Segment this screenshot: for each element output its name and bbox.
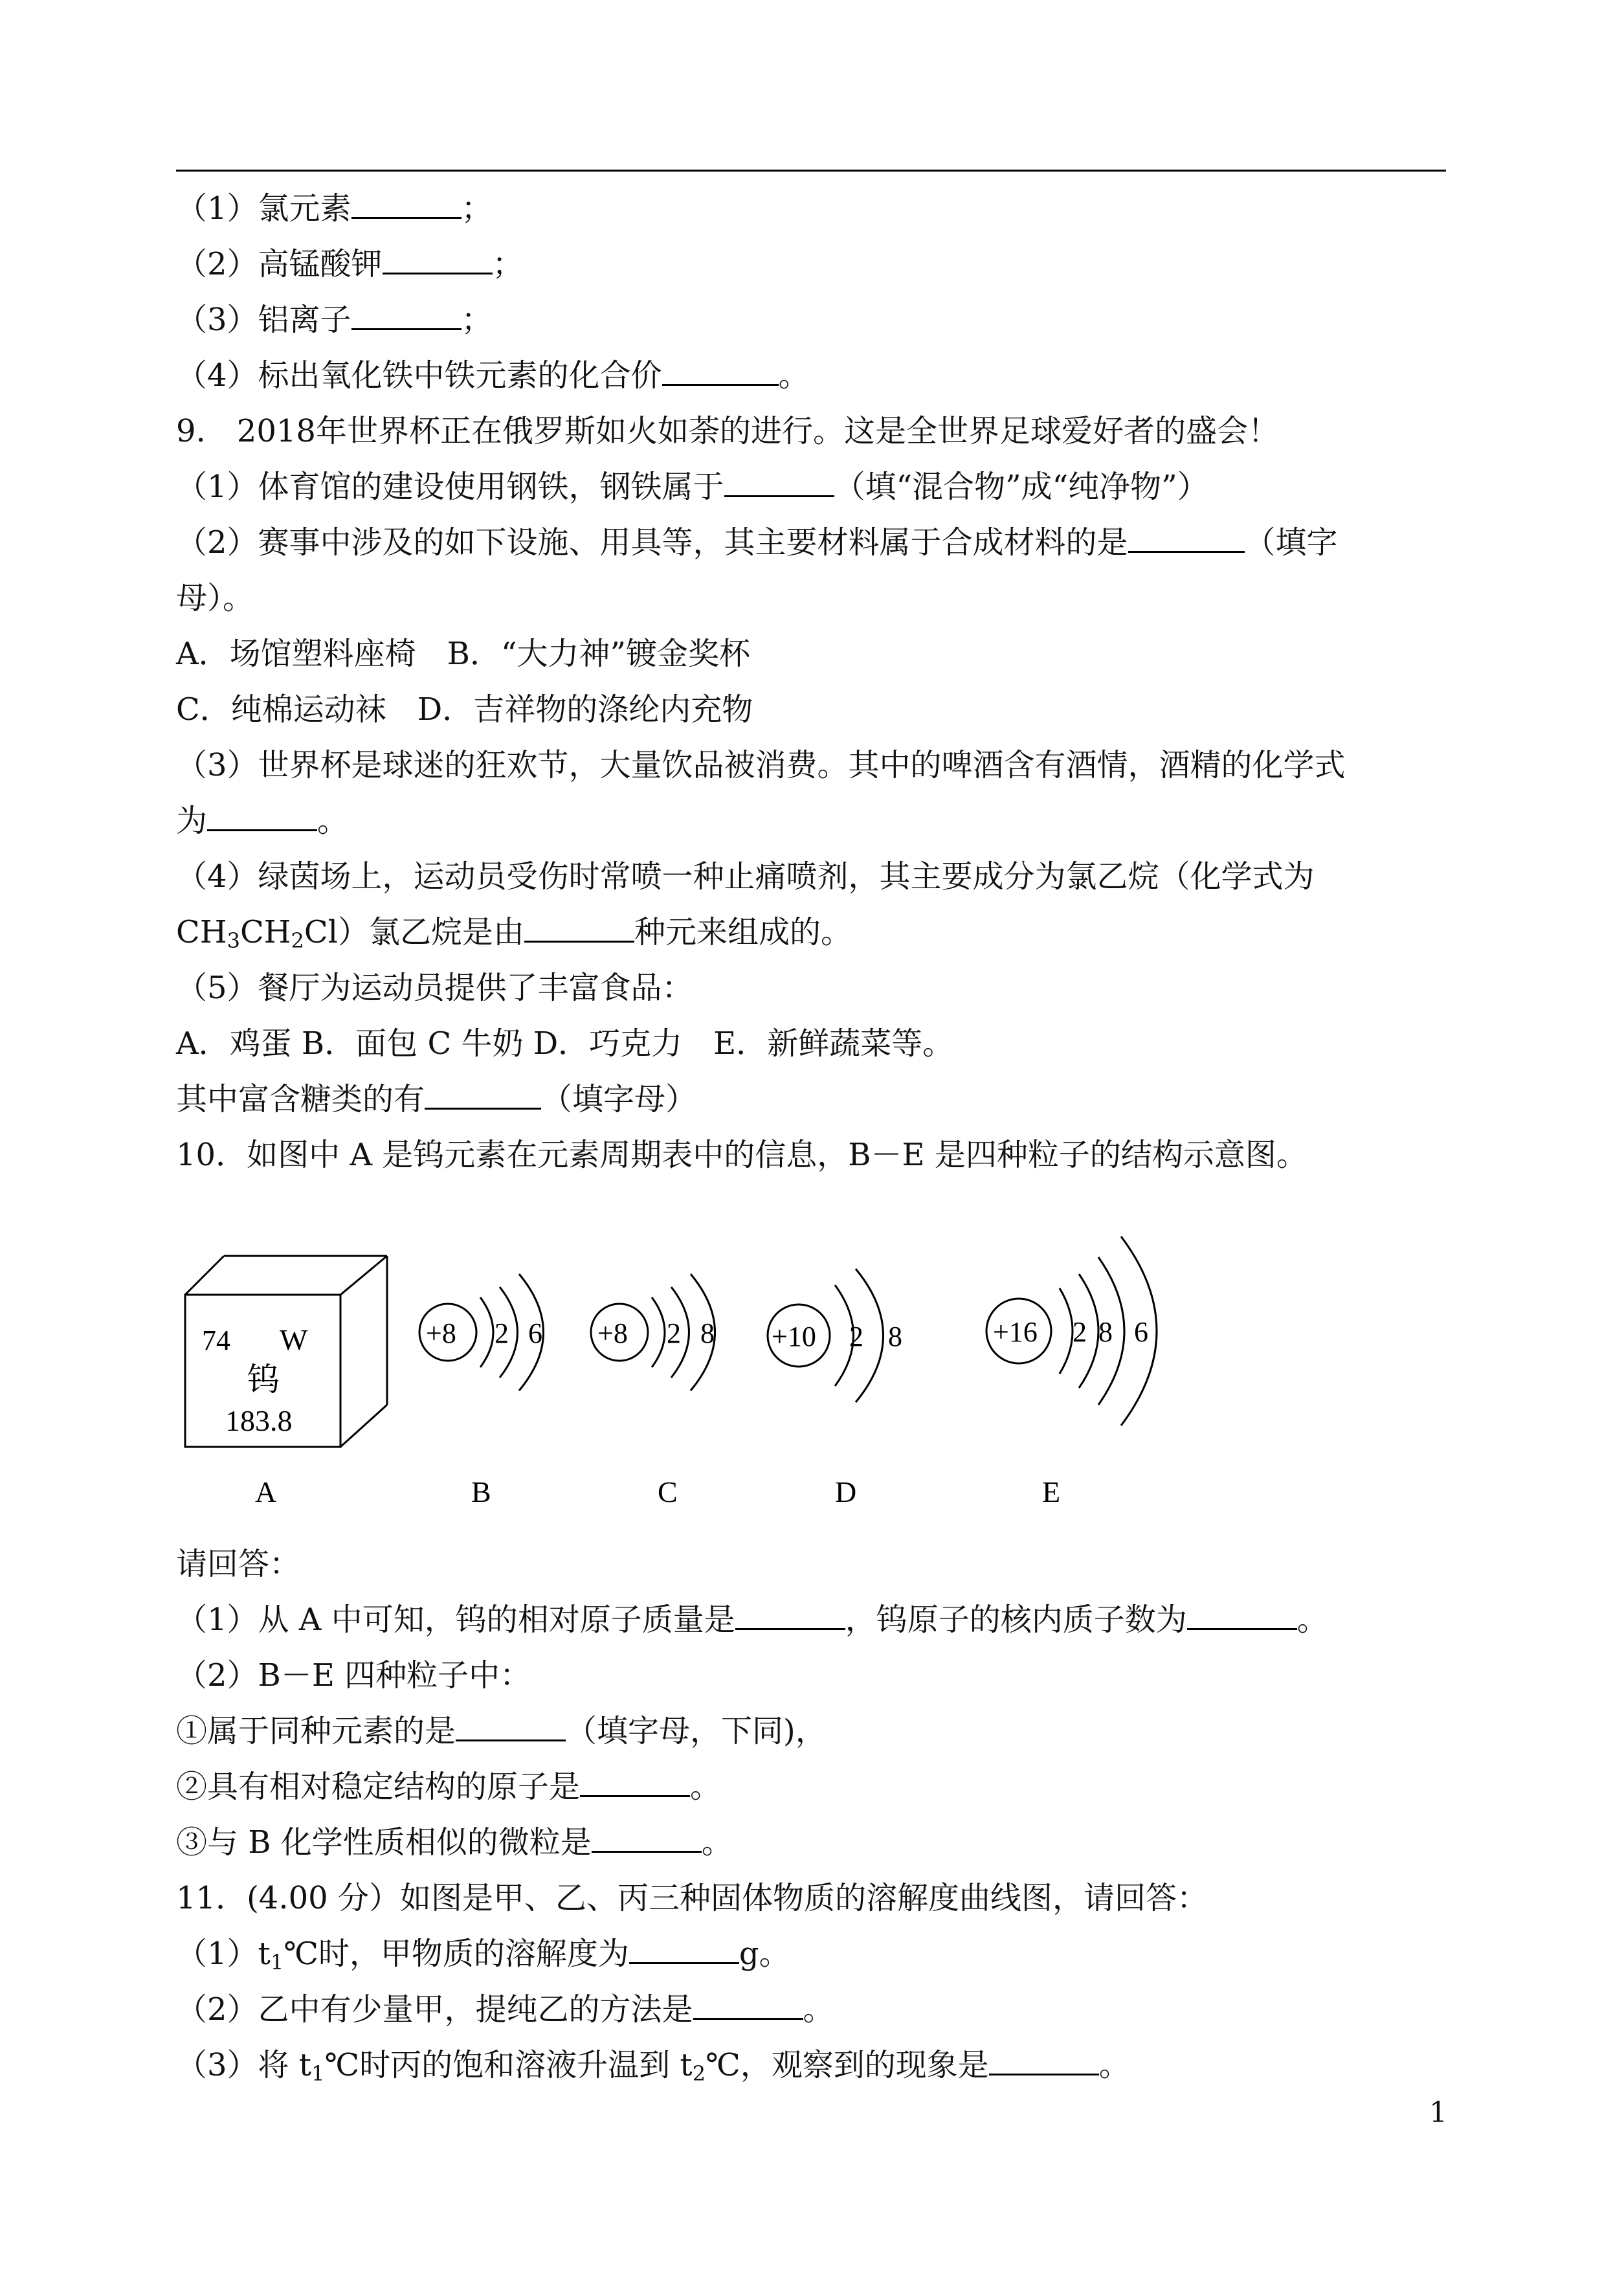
q8-item-4: （4）标出氧化铁中铁元素的化合价 。: [176, 357, 810, 394]
nucleus-charge: +16: [993, 1316, 1038, 1348]
q10-sub-3: ③与 B 化学性质相似的微粒是 。: [176, 1824, 733, 1861]
particle-c: [591, 1274, 715, 1391]
q9-part-2: （2）赛事中涉及的如下设施、用具等，其主要材料属于合成材料的是 （填字: [176, 524, 1338, 561]
answer-blank[interactable]: [662, 358, 779, 386]
shell-electrons: 2: [495, 1317, 509, 1349]
figure-label: B: [471, 1475, 491, 1508]
figure-label: C: [658, 1475, 678, 1508]
figure-label: E: [1042, 1475, 1061, 1508]
shell-electrons: 2: [667, 1317, 681, 1349]
particle-e: [986, 1236, 1157, 1426]
header-rule: [176, 170, 1446, 172]
element-symbol: W: [280, 1323, 308, 1356]
particle-d: [768, 1269, 902, 1402]
answer-blank[interactable]: [724, 469, 834, 497]
figure-label: D: [835, 1475, 857, 1508]
q9-part-4: （4）绿茵场上，运动员受伤时常喷一种止痛喷剂，其主要成分为氯乙烷（化学式为: [176, 858, 1315, 895]
q10-ask: 请回答：: [176, 1546, 301, 1582]
shell-electrons: 8: [1098, 1316, 1113, 1348]
q10-sub-1: ①属于同种元素的是 （填字母，下同)，: [176, 1713, 827, 1749]
answer-blank[interactable]: [735, 1602, 845, 1630]
q9-part-4-cont: $CH_3CH_2Cl$）氯乙烷是由 种元来组成的。: [176, 914, 852, 953]
q11-part-3: （3）将 $t_1℃$时丙的饱和溶液升温到 $t_2℃$，观察到的现象是 。: [176, 2047, 1130, 2086]
q10-part-1: （1）从 A 中可知，钨的相对原子质量是 ，钨原子的核内质子数为 。: [176, 1602, 1328, 1638]
nucleus-charge: +8: [597, 1317, 628, 1349]
shell-electrons: 2: [1073, 1316, 1087, 1348]
particle-b: [419, 1274, 544, 1391]
q10-sub-2: ②具有相对稳定结构的原子是 。: [176, 1769, 722, 1805]
answer-blank[interactable]: [629, 1936, 739, 1964]
nucleus-charge: +10: [772, 1321, 816, 1352]
answer-blank[interactable]: [383, 247, 493, 274]
shell-electrons: 8: [700, 1317, 715, 1349]
q8-item-3: （3）铝离子 ；: [176, 302, 493, 338]
shell-electrons: 2: [849, 1321, 863, 1352]
answer-blank[interactable]: [425, 1082, 541, 1110]
q9-part-3: （3）世界杯是球迷的狂欢节，大量饮品被消费。其中的啤酒含有酒情，酒精的化学式: [176, 747, 1346, 783]
answer-blank[interactable]: [351, 302, 462, 330]
answer-blank[interactable]: [524, 915, 634, 943]
q9-part-3-cont: 为 。: [176, 803, 349, 839]
q9-options-ab: A．场馆塑料座椅 B．“大力神”镀金奖杯: [176, 636, 751, 672]
answer-blank[interactable]: [580, 1769, 690, 1797]
shell-electrons: 8: [888, 1321, 902, 1352]
atomic-mass: 183.8: [225, 1404, 293, 1437]
answer-blank[interactable]: [207, 803, 317, 831]
atomic-number: 74: [202, 1325, 230, 1356]
answer-blank[interactable]: [1128, 525, 1245, 553]
answer-blank[interactable]: [989, 2048, 1099, 2075]
q9-part-5-options: A．鸡蛋 B．面包 C 牛奶 D．巧克力 E．新鲜蔬菜等。: [176, 1025, 954, 1062]
q10-stem: 10．如图中 A 是钨元素在元素周期表中的信息，B－E 是四种粒子的结构示意图。: [176, 1137, 1307, 1173]
q11-part-1: $(1)t_1℃$时，甲物质的溶解度为 g。: [176, 1936, 790, 1974]
page-number: 1: [1429, 2096, 1447, 2129]
q9-part-5-question: 其中富含糖类的有 （填字母）: [176, 1081, 697, 1117]
element-name: 钨: [247, 1361, 280, 1398]
q10-part-2: （2）B－E 四种粒子中：: [176, 1657, 531, 1694]
q11-part-2: （2）乙中有少量甲，提纯乙的方法是 。: [176, 1991, 834, 2028]
q9-options-cd: C．纯棉运动袜 D．吉祥物的涤纶内充物: [176, 691, 753, 728]
answer-blank[interactable]: [456, 1714, 566, 1741]
figure-label: A: [255, 1475, 277, 1508]
answer-blank[interactable]: [693, 1992, 803, 2020]
q9-part-5: （5）餐厅为运动员提供了丰富食品：: [176, 970, 693, 1006]
q11-stem: 11．(4.00 分）如图是甲、乙、丙三种固体物质的溶解度曲线图，请回答：: [176, 1880, 1208, 1916]
q9-part-1: （1）体育馆的建设使用钢铁，钢铁属于 （填“混合物”成“纯净物”）: [176, 469, 1208, 505]
q8-item-1: （1）氯元素 ；: [176, 190, 493, 227]
q9-stem: 9. 2018年世界杯正在俄罗斯如火如荼的进行。这是全世界足球爱好者的盛会！: [176, 413, 1279, 449]
atom-structure-figure: [176, 1217, 1225, 1528]
answer-blank[interactable]: [1187, 1602, 1297, 1630]
answer-blank[interactable]: [592, 1825, 702, 1853]
answer-blank[interactable]: [351, 191, 462, 219]
shell-electrons: 6: [1134, 1316, 1148, 1348]
nucleus-charge: +8: [426, 1317, 456, 1349]
q9-part-2-cont: 母）。: [176, 580, 254, 616]
shell-electrons: 6: [528, 1317, 542, 1349]
q8-item-2: （2）高锰酸钾 ；: [176, 246, 524, 282]
